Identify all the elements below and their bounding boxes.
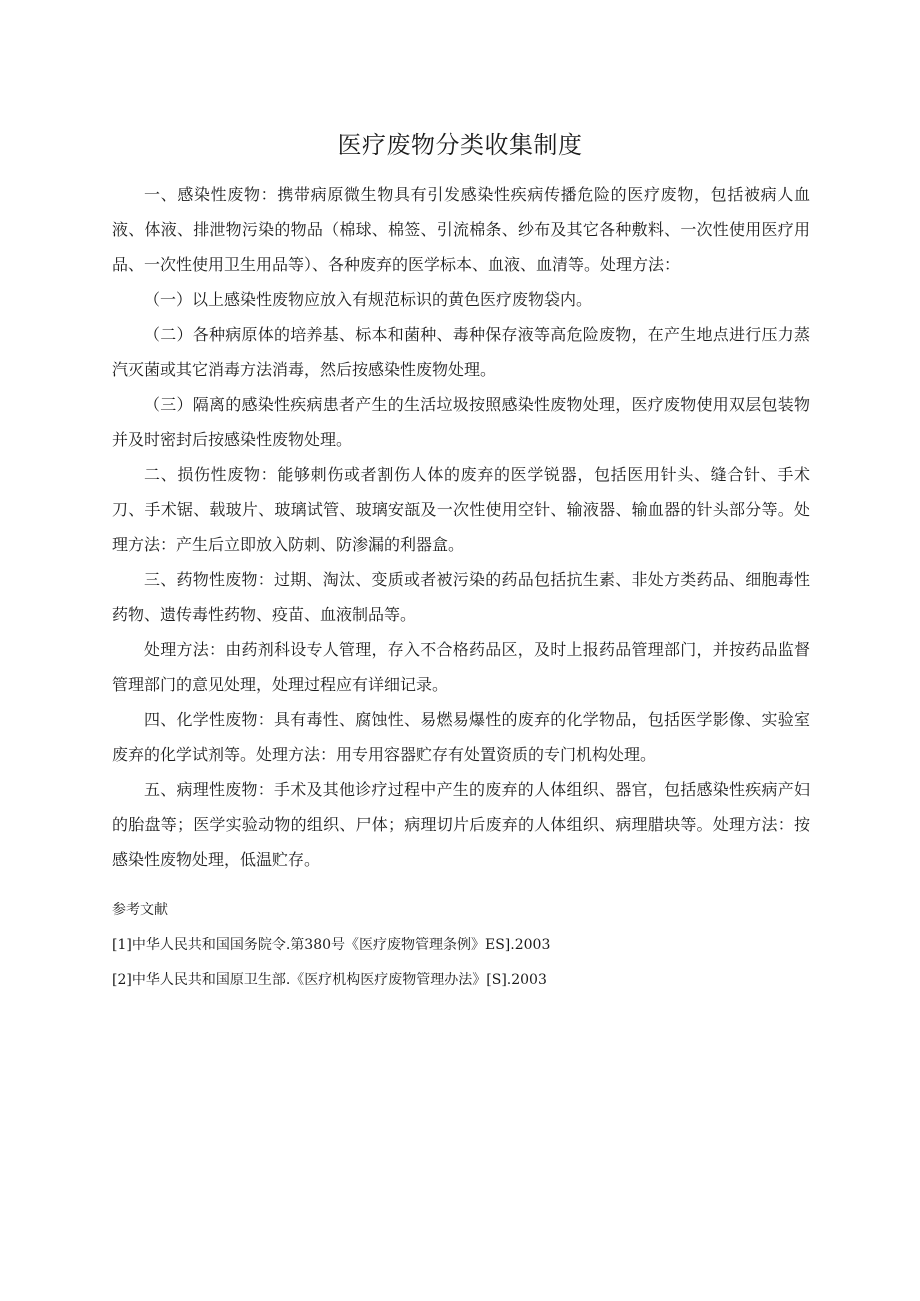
paragraph-pharmaceutical-waste: 三、药物性废物：过期、淘汰、变质或者被污染的药品包括抗生素、非处方类药品、细胞毒性药物、遗传毒性药物、疫苗、血液制品等。 [112,570,810,624]
paragraph-isolation-waste: （三）隔离的感染性疾病患者产生的生活垃圾按照感染性废物处理，医疗废物使用双层包装物并及时密封后按感染性废物处理。 [112,395,810,449]
reference-item: [1]中华人民共和国国务院令.第380号《医疗废物管理条例》ES].2003 [112,937,551,953]
paragraph-sharps-waste: 二、损伤性废物：能够刺伤或者割伤人体的废弃的医学锐器，包括医用针头、缝合针、手术刀、手术锯、载玻片、玻璃试管、玻璃安瓿及一次性使用空针、输液器、输血器的针头部分等。处理方法：产生后立即放入防刺、防渗漏的利器盒。 [112,465,810,554]
reference-item: [2]中华人民共和国原卫生部.《医疗机构医疗废物管理办法》[S].2003 [112,972,547,988]
paragraph-chemical-waste: 四、化学性废物：具有毒性、腐蚀性、易燃易爆性的废弃的化学物品，包括医学影像、实验室废弃的化学试剂等。处理方法：用专用容器贮存有处置资质的专门机构处理。 [112,710,810,764]
paragraph-infectious-waste: 一、感染性废物：携带病原微生物具有引发感染性疾病传播危险的医疗废物，包括被病人血液、体液、排泄物污染的物品（棉球、棉签、引流棉条、纱布及其它各种敷料、一次性使用医疗用品、一次性使用卫生用品等）、各种废弃的医学标本、血液、血清等。处理方法： [112,185,810,274]
paragraph-pathological-waste: 五、病理性废物：手术及其他诊疗过程中产生的废弃的人体组织、器官，包括感染性疾病产妇的胎盘等；医学实验动物的组织、尸体；病理切片后废弃的人体组织、病理腊块等。处理方法：按感染性废物处理，低温贮存。 [112,780,810,869]
document-title: 医疗废物分类收集制度 [337,131,583,159]
paragraph-infectious-bag: （一）以上感染性废物应放入有规范标识的黄色医疗废物袋内。 [144,290,593,309]
references-section [112,893,810,998]
references-heading: 参考文献 [112,902,168,918]
paragraph-pathogen-culture: （二）各种病原体的培养基、标本和菌种、毒种保存液等高危险废物，在产生地点进行压力蒸汽灭菌或其它消毒方法消毒，然后按感染性废物处理。 [112,325,810,379]
document-body [112,177,810,877]
paragraph-pharmaceutical-handling: 处理方法：由药剂科设专人管理，存入不合格药品区，及时上报药品管理部门，并按药品监督管理部门的意见处理，处理过程应有详细记录。 [112,640,810,694]
